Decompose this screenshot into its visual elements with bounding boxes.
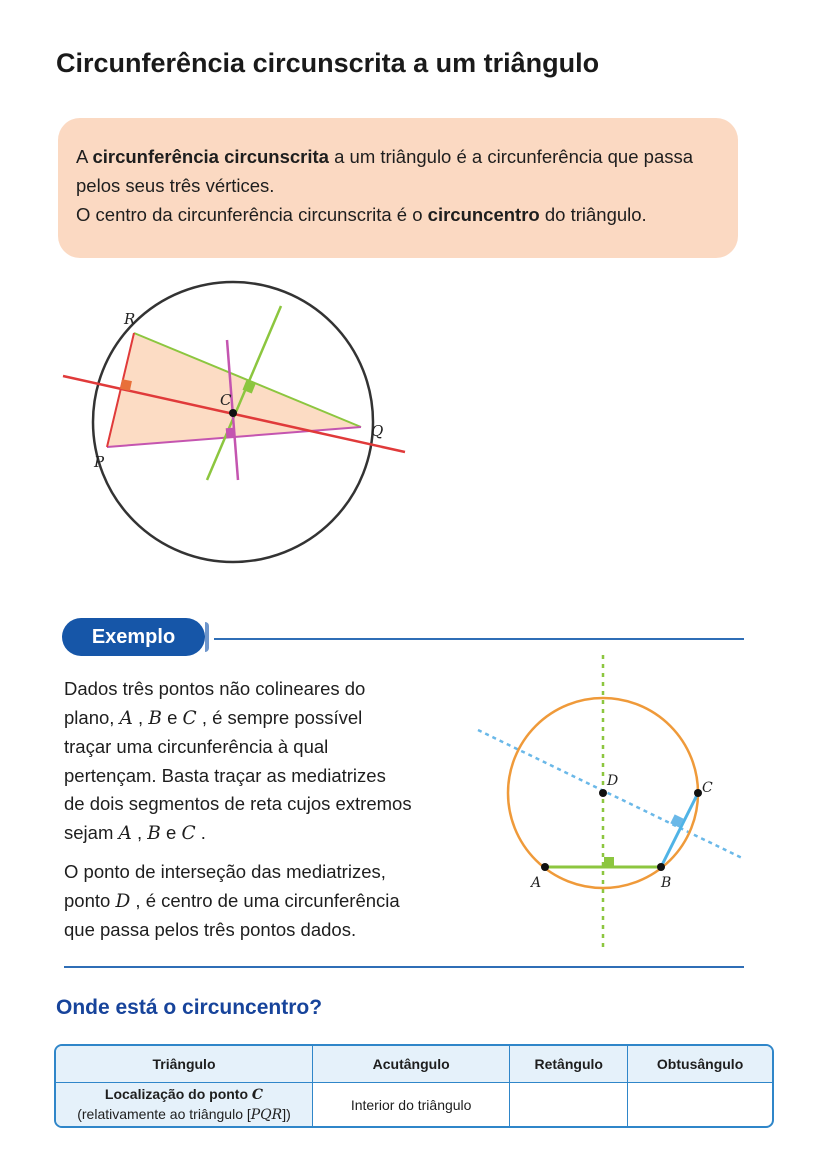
definition-text: a um triângulo é a circunferência que passa pelos seus três vértices. [76, 146, 694, 196]
definition-text: do triângulo. [539, 204, 647, 225]
example-text-sep: , [132, 706, 149, 728]
definition-text: O centro da circunferência circunscrita é o [76, 204, 428, 225]
table-cell-obtusangulo[interactable] [628, 1083, 772, 1128]
definition-term-circunscrita: circunferência circunscrita [92, 146, 329, 167]
right-angle-mark-ab [604, 857, 614, 867]
example-paragraph-1 [64, 675, 464, 848]
label-b: B [661, 875, 672, 891]
table-row [56, 1083, 772, 1128]
example-text-line: O ponto de interseção das mediatrizes, [64, 861, 386, 882]
segment-bc [661, 793, 698, 867]
label-a: A [531, 875, 542, 891]
point-c-var: C [181, 822, 196, 844]
point-b [657, 863, 665, 871]
table-header-cell: Obtusângulo [628, 1046, 772, 1083]
label-r: R [124, 310, 136, 328]
circumcenter-table [54, 1044, 774, 1128]
row-sub-end: ]) [282, 1106, 291, 1122]
example-text-sep: e [160, 821, 182, 843]
definition-paragraph-2 [76, 200, 720, 229]
point-d [599, 789, 607, 797]
example-text-line: sejam [64, 821, 119, 843]
row-sub-text: (relativamente ao triângulo [ [77, 1106, 251, 1122]
label-c: C [220, 391, 232, 409]
example-text-line: ponto [64, 889, 116, 911]
point-d-var: D [115, 890, 131, 912]
circumcircle-figure [60, 278, 420, 578]
point-c [694, 789, 702, 797]
example-text-line: que passa pelos três pontos dados. [64, 919, 357, 940]
definition-term-circuncentro: circuncentro [427, 204, 540, 225]
example-text-sep: . [195, 821, 206, 843]
definition-paragraph-1 [76, 142, 720, 200]
table-header-cell: Retângulo [510, 1046, 628, 1083]
example-text-line: , é centro de uma circunferência [130, 889, 400, 911]
section-divider [64, 966, 744, 968]
example-text-line: pertençam. Basta traçar as mediatrizes [64, 764, 386, 786]
definition-box [58, 118, 738, 258]
right-angle-mark-pr [120, 379, 132, 391]
point-b-var: B [148, 707, 162, 729]
label-p: P [94, 453, 105, 471]
example-text-sep: , [131, 821, 148, 843]
example-divider [214, 638, 744, 640]
section-title: Onde está o circuncentro? [56, 996, 323, 1019]
label-q: Q [371, 422, 384, 440]
page-title: Circunferência circunscrita a um triângulo [56, 48, 600, 78]
table-cell-retangulo[interactable] [510, 1083, 628, 1128]
example-figure [474, 652, 749, 952]
row-sub-var: PQR [250, 1107, 283, 1123]
label-c: C [702, 780, 713, 796]
example-text-line: , é sempre possível [196, 706, 363, 728]
example-text-sep: e [161, 706, 183, 728]
right-angle-mark-pq [226, 428, 236, 438]
example-text-line: de dois segmentos de reta cujos extremos [64, 793, 412, 814]
table-header-cell: Acutângulo [313, 1046, 510, 1083]
definition-text: A [76, 146, 93, 167]
row-label-var: C [251, 1087, 264, 1103]
example-label: Exemplo [62, 618, 205, 656]
point-a [541, 863, 549, 871]
example-text-line: plano, [64, 706, 120, 728]
example-text [64, 675, 464, 955]
point-c-var: C [182, 707, 197, 729]
point-b-var: B [147, 822, 161, 844]
example-paragraph-2 [64, 858, 464, 945]
point-a-var: A [119, 707, 133, 729]
label-d: D [607, 773, 619, 789]
table-cell-acutangulo: Interior do triângulo [313, 1083, 510, 1128]
table-row-label [56, 1083, 313, 1128]
example-text-line: Dados três pontos não colineares do [64, 678, 366, 699]
circumcenter-point [229, 409, 237, 417]
point-a-var: A [118, 822, 132, 844]
row-label-text: Localização do ponto [104, 1086, 249, 1102]
example-text-line: traçar uma circunferência à qual [64, 736, 329, 757]
table-header-row [56, 1046, 772, 1083]
table-header-cell: Triângulo [56, 1046, 313, 1083]
